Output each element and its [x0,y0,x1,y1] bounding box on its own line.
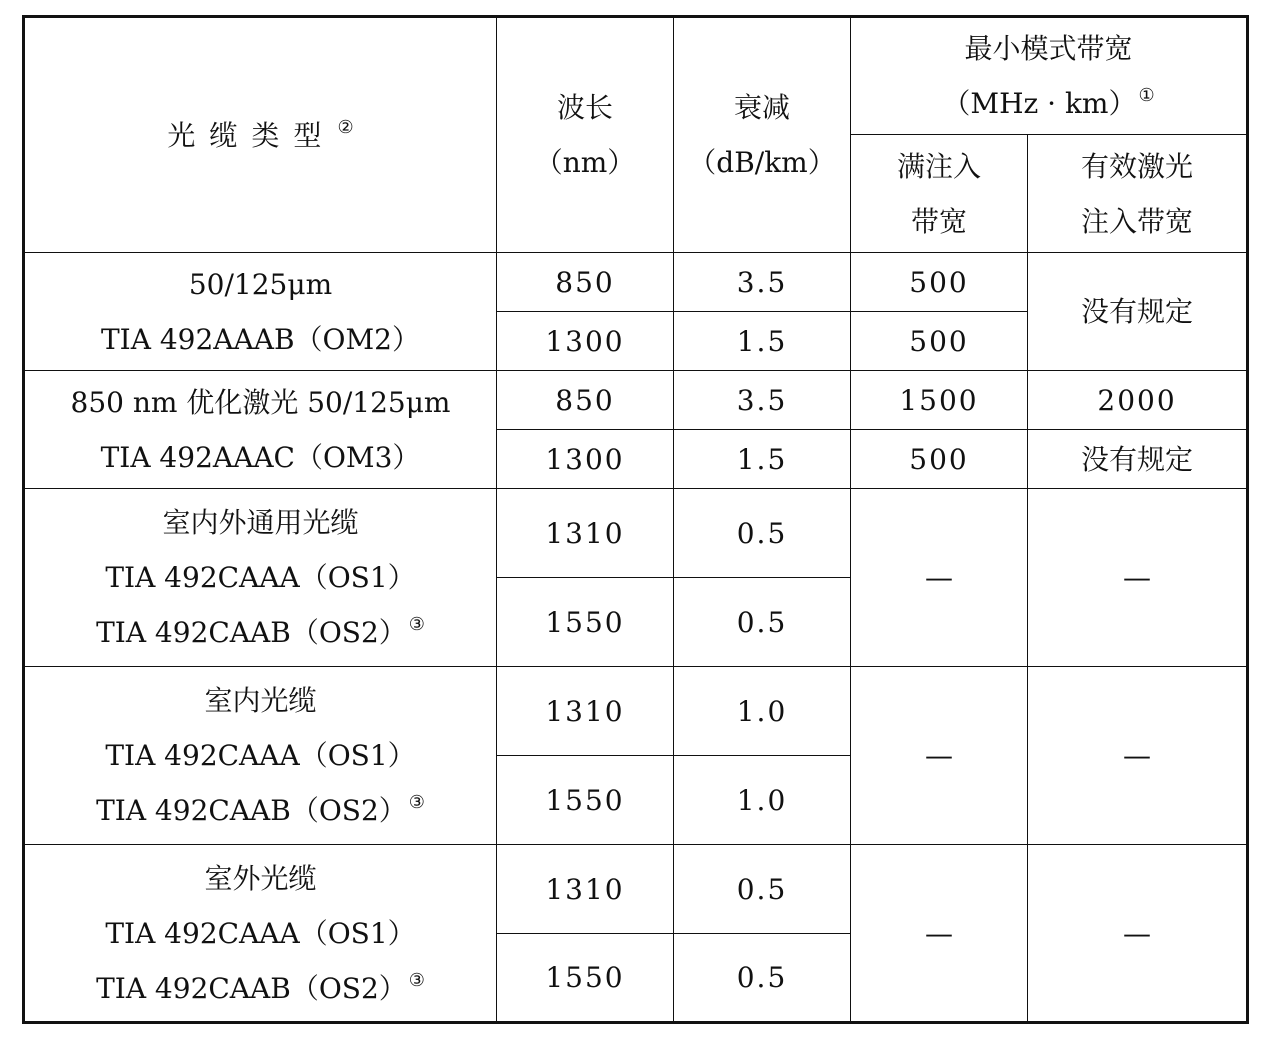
cable-type-line: TIA 492CAAB（OS2） [96,616,407,649]
wavelength-cell: 1310 [497,489,674,578]
header-laser-bandwidth [1028,135,1248,253]
header-cable-type-note: ② [337,116,354,138]
table-row [24,489,1248,578]
header-cable-type [24,17,497,253]
cable-type-note: ③ [408,792,425,813]
laser-bandwidth-cell: 2000 [1028,371,1248,430]
wavelength-cell: 1550 [497,756,674,845]
overfilled-bandwidth-cell: 500 [851,253,1028,312]
attenuation-cell: 3.5 [674,371,851,430]
cable-type-cell [24,845,497,1023]
attenuation-cell: 1.0 [674,667,851,756]
header-cable-type-label: 光缆类型 [167,118,336,152]
header-overfilled-line2: 带宽 [910,204,967,238]
header-wavelength [497,17,674,253]
header-wavelength-label: 波长 [556,91,613,124]
laser-bandwidth-cell: — [1028,845,1248,1023]
header-wavelength-unit: （nm） [534,146,636,179]
header-laser-line1: 有效激光 [1081,149,1194,183]
cable-type-note: ③ [408,614,425,635]
header-bandwidth-note: ① [1138,85,1155,106]
cable-type-line: TIA 492CAAB（OS2） [96,794,407,827]
header-overfilled-line1: 满注入 [896,149,981,183]
overfilled-bandwidth-cell: 500 [851,312,1028,371]
wavelength-cell: 1300 [497,430,674,489]
overfilled-bandwidth-cell: 1500 [851,371,1028,430]
header-laser-line2: 注入带宽 [1081,204,1194,238]
header-bandwidth-unit: （MHz · km） [942,87,1137,120]
attenuation-cell: 1.0 [674,756,851,845]
wavelength-cell: 1310 [497,667,674,756]
laser-bandwidth-cell: — [1028,489,1248,667]
header-attenuation [674,17,851,253]
header-row-1 [24,17,1248,135]
overfilled-bandwidth-cell: — [851,667,1028,845]
cable-type-cell [24,253,497,371]
laser-bandwidth-cell: — [1028,667,1248,845]
wavelength-cell: 1550 [497,578,674,667]
header-attenuation-label: 衰减 [733,91,790,124]
wavelength-cell: 850 [497,253,674,312]
wavelength-cell: 850 [497,371,674,430]
overfilled-bandwidth-cell: — [851,845,1028,1023]
cable-type-cell [24,371,497,489]
overfilled-bandwidth-cell: 500 [851,430,1028,489]
wavelength-cell: 1550 [497,934,674,1023]
cable-type-line: TIA 492CAAA（OS1） [105,916,416,950]
cable-type-line: 850 nm 优化激光 50/125μm [70,385,451,419]
cable-type-line: 室内光缆 [204,684,317,717]
wavelength-cell: 1300 [497,312,674,371]
cable-type-line: TIA 492CAAA（OS1） [105,739,416,772]
cable-type-line: 室内外通用光缆 [162,506,359,539]
cable-type-line: 50/125μm [188,267,333,301]
cable-type-line: TIA 492AAAB（OM2） [101,322,420,356]
table-row [24,845,1248,934]
header-attenuation-unit: （dB/km） [688,146,836,179]
cable-type-cell [24,489,497,667]
header-overfilled-bandwidth [851,135,1028,253]
attenuation-cell: 0.5 [674,845,851,934]
attenuation-cell: 0.5 [674,934,851,1023]
table-row [24,667,1248,756]
laser-bandwidth-cell: 没有规定 [1028,253,1248,371]
attenuation-cell: 1.5 [674,430,851,489]
attenuation-cell: 0.5 [674,578,851,667]
header-min-modal-bandwidth [851,17,1248,135]
cable-type-line: 室外光缆 [204,861,317,895]
laser-bandwidth-cell: 没有规定 [1028,430,1248,489]
cable-type-line: TIA 492CAAA（OS1） [105,561,416,594]
wavelength-cell: 1310 [497,845,674,934]
attenuation-cell: 3.5 [674,253,851,312]
attenuation-cell: 1.5 [674,312,851,371]
fiber-spec-table [22,15,1249,1024]
cable-type-note: ③ [408,969,425,991]
header-bandwidth-label: 最小模式带宽 [964,32,1133,65]
overfilled-bandwidth-cell: — [851,489,1028,667]
table-row [24,371,1248,430]
cable-type-line: TIA 492AAAC（OM3） [100,440,421,474]
table-row [24,253,1248,312]
cable-type-line: TIA 492CAAB（OS2） [96,971,407,1005]
cable-type-cell [24,667,497,845]
attenuation-cell: 0.5 [674,489,851,578]
